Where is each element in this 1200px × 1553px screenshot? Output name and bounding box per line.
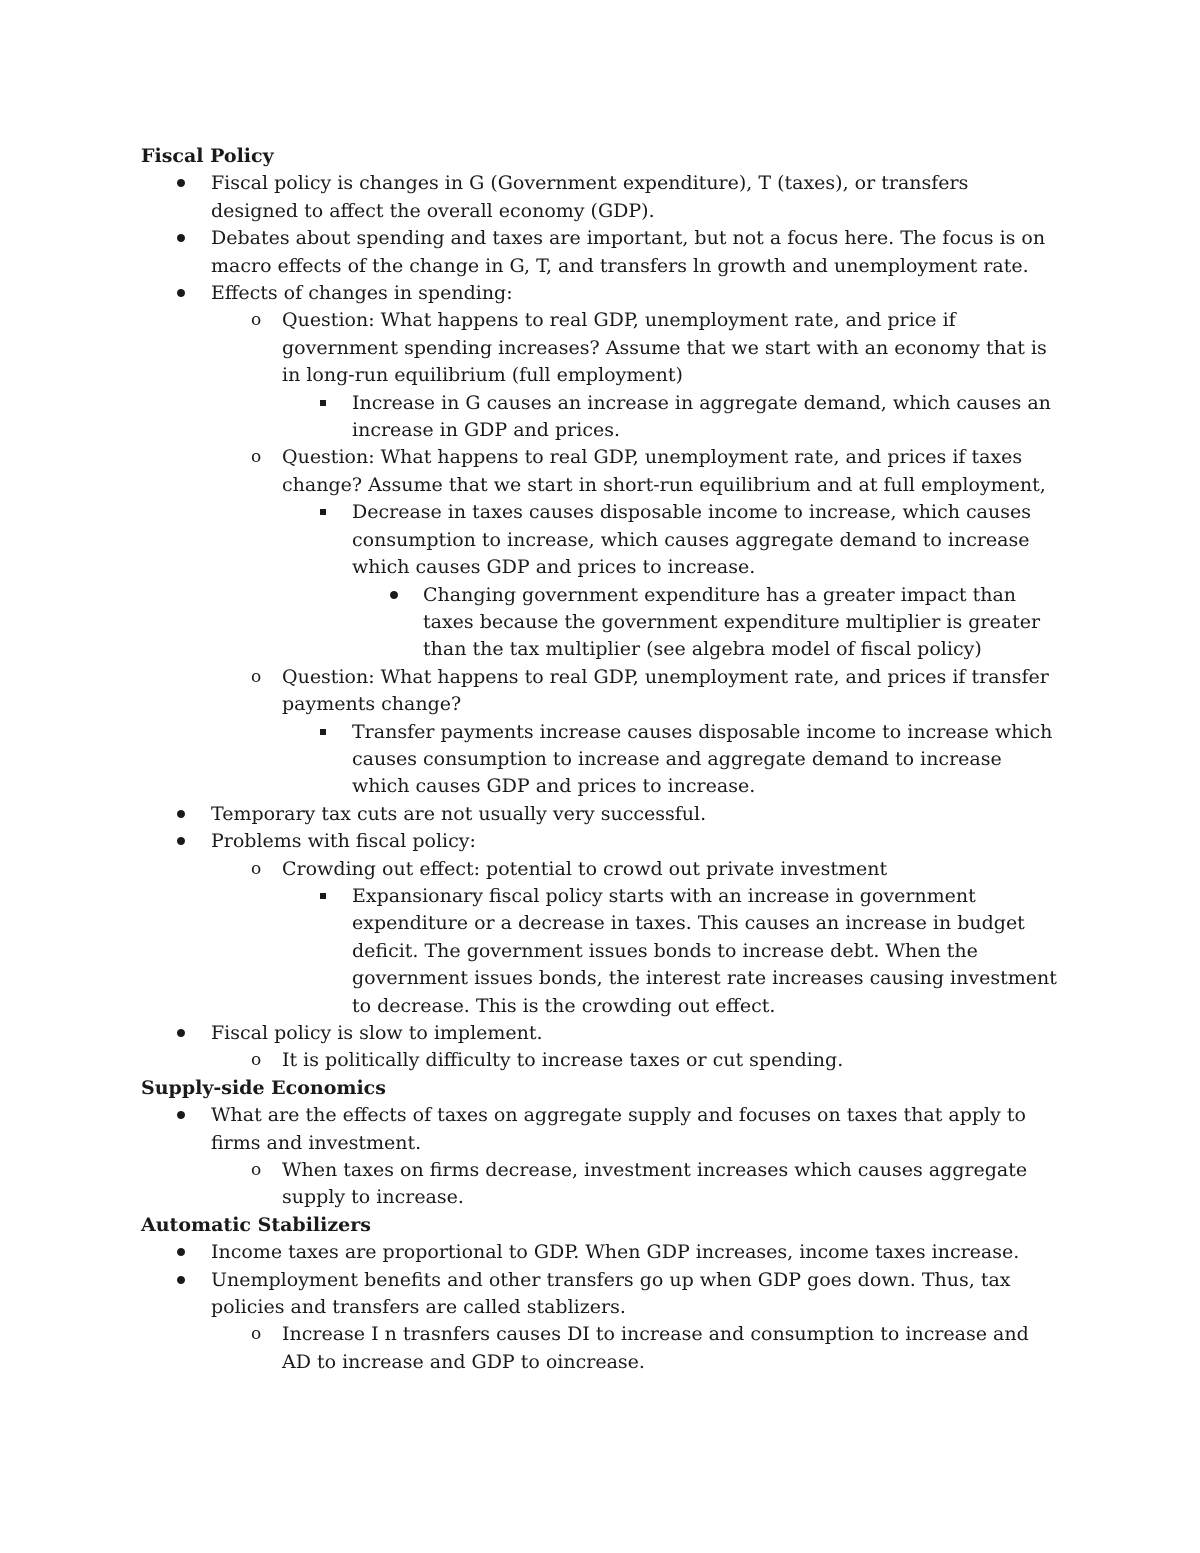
bullet-square-icon	[320, 400, 326, 406]
list-item	[141, 499, 1061, 581]
list-item-text: Fiscal policy is slow to implement.	[211, 1022, 543, 1044]
list-item	[141, 390, 1061, 445]
bullet-square-icon	[320, 509, 326, 515]
section-heading: Supply-side Economics	[141, 1076, 386, 1099]
list-item-text: Income taxes are proportional to GDP. When GDP increases, income taxes increase.	[211, 1241, 1020, 1264]
bullet-o-marker: o	[251, 1160, 262, 1181]
list-item	[141, 719, 1061, 801]
list-item-text: When taxes on firms decrease, investment increases which causes aggregate supply to increase.	[282, 1159, 1028, 1209]
bullet-o-marker: o	[251, 1050, 262, 1071]
bullet-dot-icon	[177, 1248, 185, 1256]
list-item-text: Unemployment benefits and other transfers go up when GDP goes down. Thus, tax policies and transfers are called stablizers.	[211, 1268, 1011, 1319]
list-item	[141, 1267, 1061, 1322]
list-item-text: Fiscal policy is changes in G (Government expenditure), T (taxes), or transfers designed to affect the overall economy (GDP).	[211, 172, 969, 222]
list-item-text: Question: What happens to real GDP, unemployment rate, and prices if transfer payments change?	[282, 665, 1049, 716]
list-item	[141, 1047, 1061, 1074]
list-item	[141, 307, 1061, 389]
list-item-text: Decrease in taxes causes disposable income to increase, which causes consumption to increase, which causes aggregate demand to increase which causes GDP and prices to increase.	[352, 501, 1031, 579]
bullet-dot-icon	[177, 179, 185, 187]
bullet-dot-icon	[177, 837, 185, 845]
list-item	[141, 883, 1061, 1020]
list-item	[141, 1239, 1061, 1266]
bullet-dot-icon	[177, 1029, 185, 1037]
list-item-text: Temporary tax cuts are not usually very successful.	[211, 802, 707, 825]
bullet-square-icon	[320, 729, 326, 735]
document-body	[141, 143, 1061, 1376]
list-item-text: Effects of changes in spending:	[211, 282, 513, 305]
list-item	[141, 582, 1061, 664]
list-item	[141, 444, 1061, 499]
bullet-dot-icon	[177, 1111, 185, 1119]
bullet-dot-icon	[177, 234, 185, 242]
section-heading: Automatic Stabilizers	[141, 1213, 371, 1236]
list-item	[141, 856, 1061, 883]
list-item	[141, 1157, 1061, 1212]
list-item-text: Increase in G causes an increase in aggregate demand, which causes an increase in GDP and prices.	[352, 391, 1051, 442]
list-item	[141, 170, 1061, 225]
bullet-o-marker: o	[251, 310, 262, 331]
list-item	[141, 1102, 1061, 1157]
list-item-text: Increase I n trasnfers causes DI to increase and consumption to increase and AD to increase and GDP to oincrease.	[282, 1323, 1029, 1373]
bullet-dot-icon	[177, 1276, 185, 1284]
list-item	[141, 1020, 1061, 1047]
list-item-text: Transfer payments increase causes disposable income to increase which causes consumption to increase and aggregate demand to increase which causes GDP and prices to increase.	[352, 720, 1053, 798]
bullet-o-marker: o	[251, 666, 262, 687]
bullet-dot-icon	[177, 289, 185, 297]
bullet-dot-icon	[390, 591, 398, 599]
list-item	[141, 801, 1061, 828]
list-item	[141, 225, 1061, 280]
bullet-o-marker: o	[251, 858, 262, 879]
bullet-dot-icon	[177, 810, 185, 818]
list-item	[141, 280, 1061, 307]
list-item-text: Expansionary fiscal policy starts with an increase in government expenditure or a decrease in taxes. This causes an increase in budget deficit. The government issues bonds to increase debt. When the government issues bonds, the interest rate increases causing investment to decrease. This is the crowding out effect.	[352, 884, 1057, 1017]
bullet-o-marker: o	[251, 447, 262, 468]
section-heading: Fiscal Policy	[141, 145, 274, 167]
list-item-text: Question: What happens to real GDP, unemployment rate, and price if government spending increases? Assume that we start with an economy that is in long-run equilibrium (full employment)	[282, 309, 1047, 387]
list-item-text: Question: What happens to real GDP, unemployment rate, and prices if taxes change? Assume that we start in short-run equilibrium and at full employment,	[282, 446, 1046, 496]
bullet-o-marker: o	[251, 1324, 262, 1345]
list-item-text: It is politically difficulty to increase taxes or cut spending.	[282, 1049, 844, 1072]
bullet-square-icon	[320, 893, 326, 899]
list-item-text: Problems with fiscal policy:	[211, 830, 476, 853]
list-item	[141, 664, 1061, 719]
list-item	[141, 1321, 1061, 1376]
list-item-text: Changing government expenditure has a greater impact than taxes because the government expenditure multiplier is greater than the tax multiplier (see algebra model of fiscal policy)	[423, 583, 1041, 661]
list-item-text: What are the effects of taxes on aggregate supply and focuses on taxes that apply to firms and investment.	[211, 1104, 1026, 1154]
list-item-text: Crowding out effect: potential to crowd out private investment	[282, 857, 888, 880]
list-item	[141, 828, 1061, 855]
list-item-text: Debates about spending and taxes are important, but not a focus here. The focus is on macro effects of the change in G, T, and transfers ln growth and unemployment rate.	[211, 227, 1046, 277]
